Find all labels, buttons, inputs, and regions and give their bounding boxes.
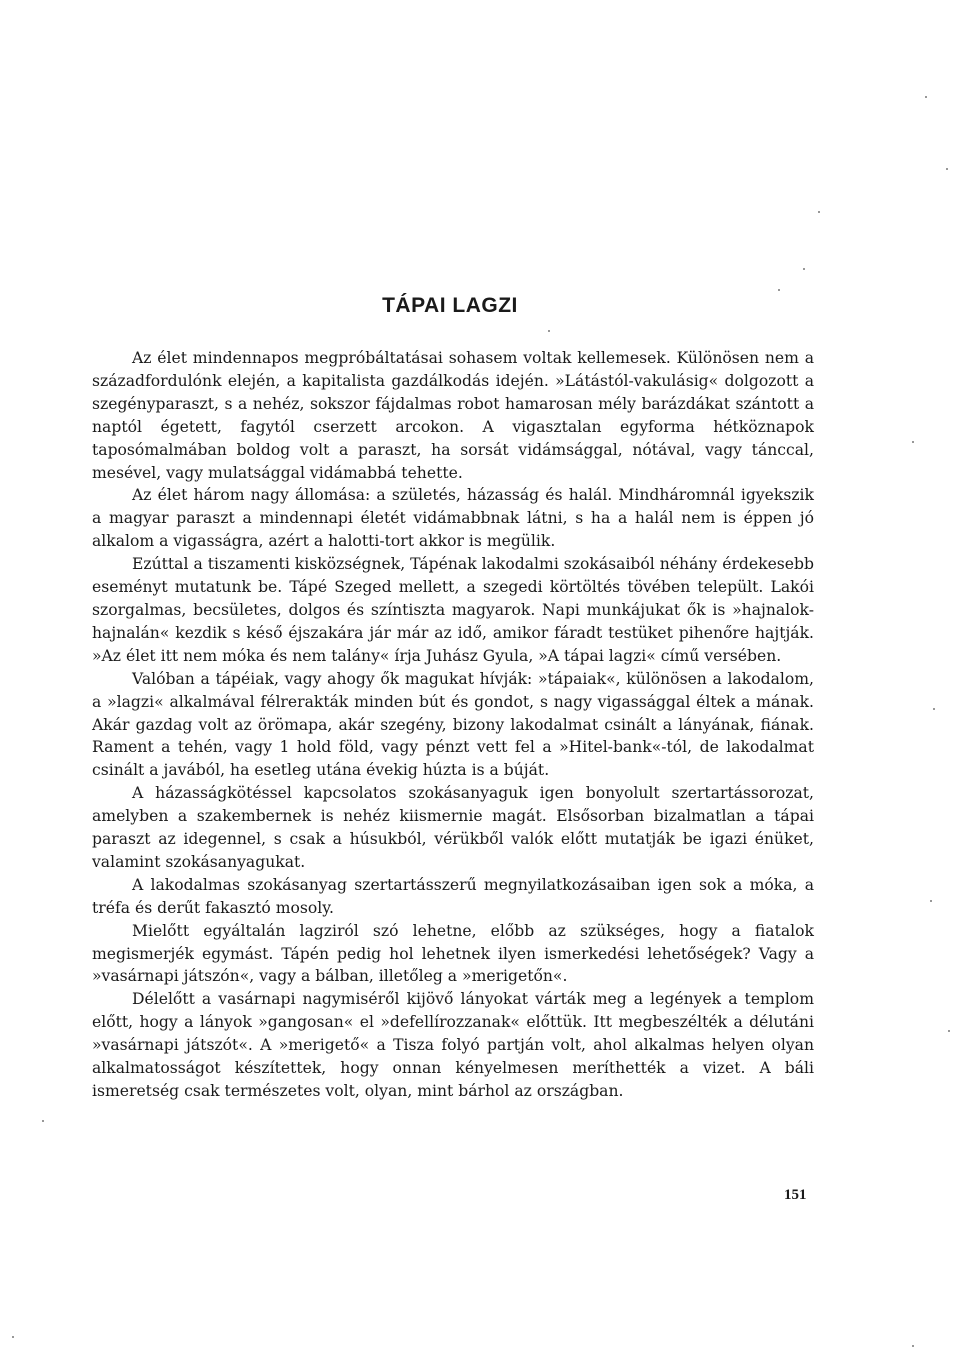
page-title: TÁPAI LAGZI <box>382 294 518 317</box>
scan-speck <box>818 211 820 213</box>
scan-speck <box>933 708 935 710</box>
scan-speck <box>912 1345 914 1347</box>
paragraph-2: Az élet három nagy állomása: a születés, házasság és halál. Mindháromnál igyekszik a magyar paraszt a mindennapi életét vidámabbnak látni, s ha a halál nem is éppen jó alkalom a vigasságra, azért a halotti-tort akkor is megülik. <box>92 486 814 551</box>
paragraph-3: Ezúttal a tiszamenti kisközségnek, Tápénak lakodalmi szokásaiból néhány érdekesebb eseményt mutatunk be. Tápé Szeged mellett, a szegedi körtöltés tövében települt. Lakói szorgalmas, becsületes, dolgos és színtiszta magyarok. Napi munkájukat ők is »hajnalok-hajnalán« kezdik s késő éjszakára jár már az idő, amikor fáradt testüket pihenőre hajtják. »Az élet itt nem móka és nem talány« írja Juhász Gyula, »A tápai lagzi« című versében. <box>92 555 814 665</box>
paragraph-4: Valóban a tápéiak, vagy ahogy ők magukat hívják: »tápaiak«, különösen a lakodalom, a »lagzi« alkalmával félrerakták minden bút és gondot, s nagy vigassággal éltek a mának. Akár gazdag volt az örömapa, akár szegény, bizony lakodalmat csinált a lányának, fiának. Rament a tehén, vagy 1 hold föld, vagy pénzt vett fel a »Hitel-bank«-tól, de lakodalmat csinált a javából, ha esetleg utána évekig húzta is a búját. <box>92 669 814 780</box>
scan-speck <box>12 1336 14 1338</box>
scan-speck <box>42 1120 44 1122</box>
paragraph-5: A házasságkötéssel kapcsolatos szokásanyaguk igen bonyolult szertartássorozat, amelyben a szakembernek is nehéz kiismernie magát. Elsősorban bizalmatlan a tápai paraszt az idegennel, s csak a húsukból, vérükből valók előtt mutatják be igazi énüket, valamint szokásanyagukat. <box>92 784 814 871</box>
scan-speck <box>946 168 948 170</box>
scan-speck <box>925 96 927 98</box>
scan-speck <box>548 330 550 332</box>
body-text <box>92 347 814 1103</box>
page-number: 151 <box>784 1187 807 1203</box>
paragraph-8: Délelőtt a vasárnapi nagymiséről kijövő lányokat várták meg a legények a templom előtt, hogy a lányok »gangosan« el »defellírozzanak« előttük. Itt megbeszélték a délutáni »vasárnapi játszót«. A »merigető« a Tisza folyó partján volt, ahol alkalmas helyen olyan alkalmatosságot készítettek, hogy onnan kényelmesen meríthették a vizet. A báli ismeretség csak természetes volt, olyan, mint bárhol az országban. <box>92 990 814 1100</box>
scan-speck <box>803 268 805 270</box>
scan-speck <box>948 1030 950 1032</box>
scan-speck <box>912 441 914 443</box>
paragraph-6: A lakodalmas szokásanyag szertartásszerű megnyilatkozásaiban igen sok a móka, a tréfa és derűt fakasztó mosoly. <box>92 875 814 917</box>
paragraph-1: Az élet mindennapos megpróbáltatásai sohasem voltak kellemesek. Különösen nem a századfordulónk elején, a kapitalista gazdálkodás idején. »Látástól-vakulásig« dolgozott a szegényparaszt, s a nehéz, sokszor fájdalmas robot hamarosan mély barázdákat szántott a naptól égetett, fagytól cserzett arcokon. A vigasztalan egyforma hétköznapok taposómalmában boldog volt a paraszt, ha sorsát vidámsággal, nótával, vagy tánccal, mesével, vagy mulatsággal vidámabbá tehette. <box>92 349 814 482</box>
scan-speck <box>930 900 932 902</box>
paragraph-7: Mielőtt egyáltalán lagziról szó lehetne, előbb az szükséges, hogy a fiatalok megismerjék egymást. Tápén pedig hol lehetnek ilyen ismerkedési lehetőségek? Vagy a »vasárnapi játszón«, vagy a bálban, illetőleg a »merigetőn«. <box>92 921 814 986</box>
scan-speck <box>778 289 780 291</box>
